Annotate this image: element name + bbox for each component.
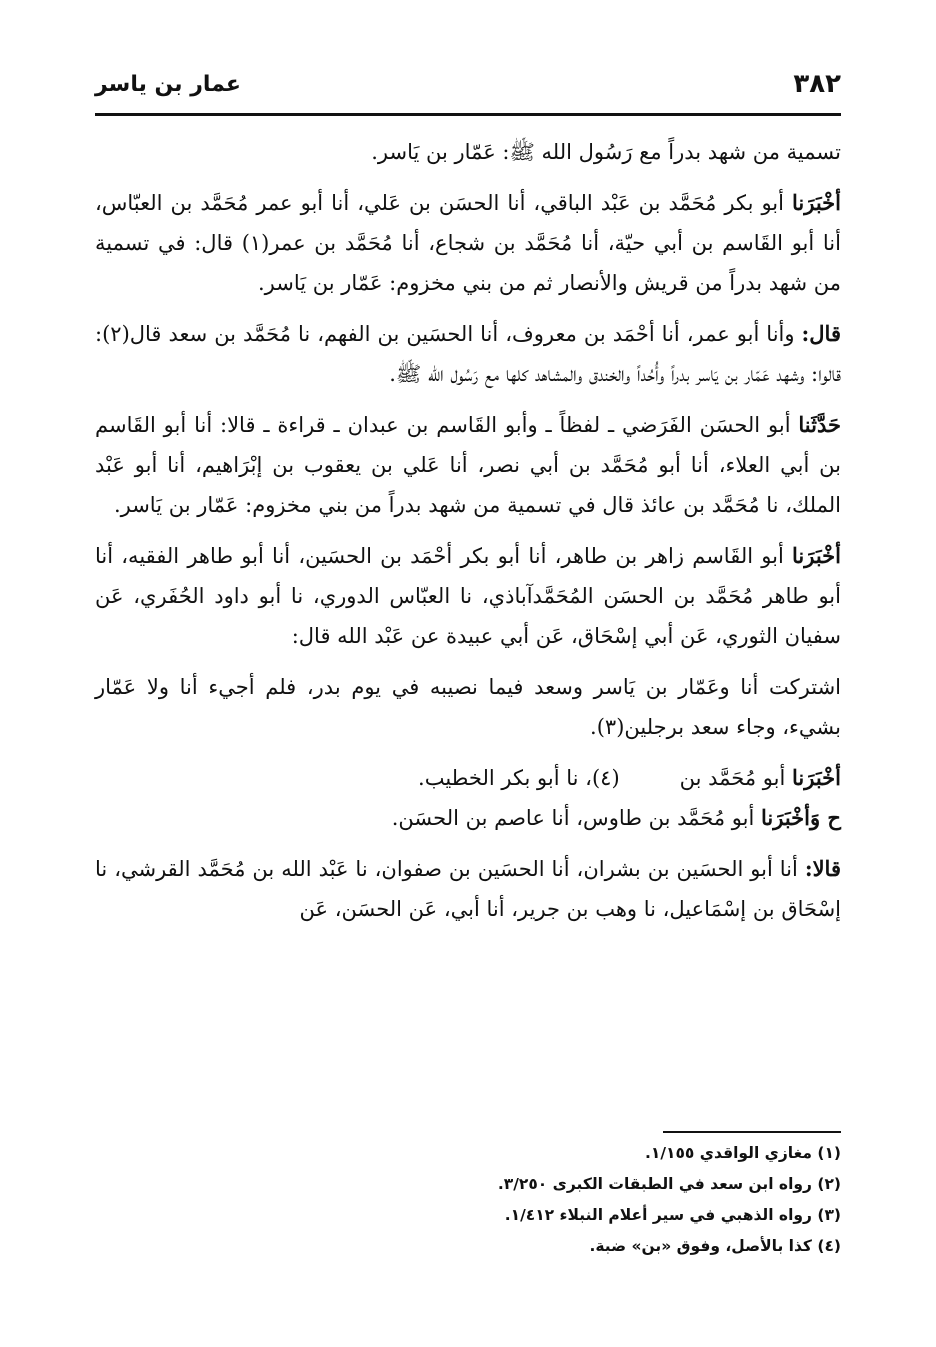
- paragraph-text: أبو بكر مُحَمَّد بن عَبْد الباقي، أنا الحسَن بن عَلي، أنا أبو عمر مُحَمَّد بن العبّاس، أنا أبو القَاسم بن أبي حيّة، أنا مُحَمَّد بن شجاع، أنا مُحَمَّد بن عمر(١) قال: في تسمية من شهد بدراً من قريش والأنصار ثم من بني مخزوم: عَمّار بن يَاسر.: [95, 191, 841, 295]
- isnad-line: [95, 798, 841, 838]
- footnote: (٤) كذا بالأصل، وفوق «بن» ضبة.: [589, 1237, 841, 1255]
- paragraph: [95, 667, 841, 747]
- main-text: [95, 132, 841, 940]
- isnad-keyword: أخْبَرَنا: [792, 765, 841, 790]
- footnote-rule: [663, 1131, 841, 1133]
- footnote: (٢) رواه ابن سعد في الطبقات الكبرى ٣/٢٥٠.: [497, 1175, 841, 1193]
- paragraph-text: أبو القَاسم زاهر بن طاهر، أنا أبو بكر أحْمَد بن الحسَين، أنا أبو طاهر الفقيه، أنا أبو طاهر مُحَمَّد بن الحسَن المُحَمَّدآباذي، نا العبّاس الدوري، نا أبو داود الحُفَري، عَن سفيان الثوري، عَن أبي إسْحَاق، عَن أبي عبيدة عن عَبْد الله قال:: [95, 544, 841, 648]
- isnad-text: أبو مُحَمَّد بن: [679, 766, 786, 790]
- isnad-keyword: أخْبَرَنا: [792, 190, 841, 215]
- isnad-keyword: أخْبَرَنا: [792, 543, 841, 568]
- paragraph-text: أنا أبو الحسَين بن بشران، أنا الحسَين بن صفوان، نا عَبْد الله بن مُحَمَّد القرشي، نا إسْحَاق بن إسْمَاعيل، نا وهب بن جرير، أنا أبي، عَن الحسَن، عَن: [95, 857, 841, 921]
- paragraph: [95, 183, 841, 303]
- isnad-keyword: ح وَأخْبَرَنا: [761, 805, 841, 830]
- isnad-keyword: حَدَّثَنا: [798, 412, 841, 437]
- paragraph: [95, 405, 841, 525]
- page-header: [95, 58, 841, 110]
- paragraph: [95, 849, 841, 929]
- paragraph: [95, 314, 841, 394]
- paragraph: [95, 536, 841, 656]
- footnote: (١) مغازي الواقدي ١/١٥٥.: [644, 1144, 841, 1162]
- paragraph-text: وأنا أبو عمر، أنا أحْمَد بن معروف، أنا الحسَين بن الفهم، نا مُحَمَّد بن سعد قال(٢): قالوا: وشهد عَمّار بن يَاسر بدراً وأُحُداً والخندق والمشاهد كلها مع رَسُول الله ﷺ.: [95, 322, 841, 386]
- footnote: (٣) رواه الذهبي في سير أعلام النبلاء ١/٤١٢.: [504, 1206, 841, 1224]
- isnad-keyword: قال:: [801, 321, 841, 346]
- isnad-text: أبو مُحَمَّد بن طاوس، أنا عاصم بن الحسَن.: [391, 806, 755, 830]
- footnotes: [95, 1138, 841, 1262]
- running-title: عمار بن ياسر: [95, 71, 241, 97]
- page-number: ٣٨٢: [793, 69, 841, 99]
- header-rule: [95, 113, 841, 116]
- paragraph-text: أبو الحسَن الفَرَضي ـ لفظاً ـ وأبو القَاسم بن عبدان ـ قراءة ـ قالا: أنا أبو القَاسم بن أبي العلاء، أنا أبو مُحَمَّد بن أبي نصر، أنا عَلي بن يعقوب بن إبْرَاهيم، أنا أبو عَبْد الملك، نا مُحَمَّد بن عائذ قال في تسمية من شهد بدراً من بني مخزوم: عَمّار بن يَاسر.: [95, 413, 841, 517]
- paragraph-text: اشتركت أنا وعَمّار بن يَاسر وسعد فيما نصيبه في يوم بدر، فلم أجيء أنا ولا عَمّار بشيء، وجاء سعد برجلين(٣).: [95, 675, 841, 739]
- isnad-keyword: قالا:: [804, 856, 841, 881]
- isnad-line: [95, 758, 841, 798]
- paragraph-text: تسمية من شهد بدراً مع رَسُول الله ﷺ: عَمّار بن يَاسر.: [371, 140, 841, 164]
- isnad-text: (٤)، نا أبو بكر الخطيب.: [418, 766, 620, 790]
- paragraph: [95, 132, 841, 172]
